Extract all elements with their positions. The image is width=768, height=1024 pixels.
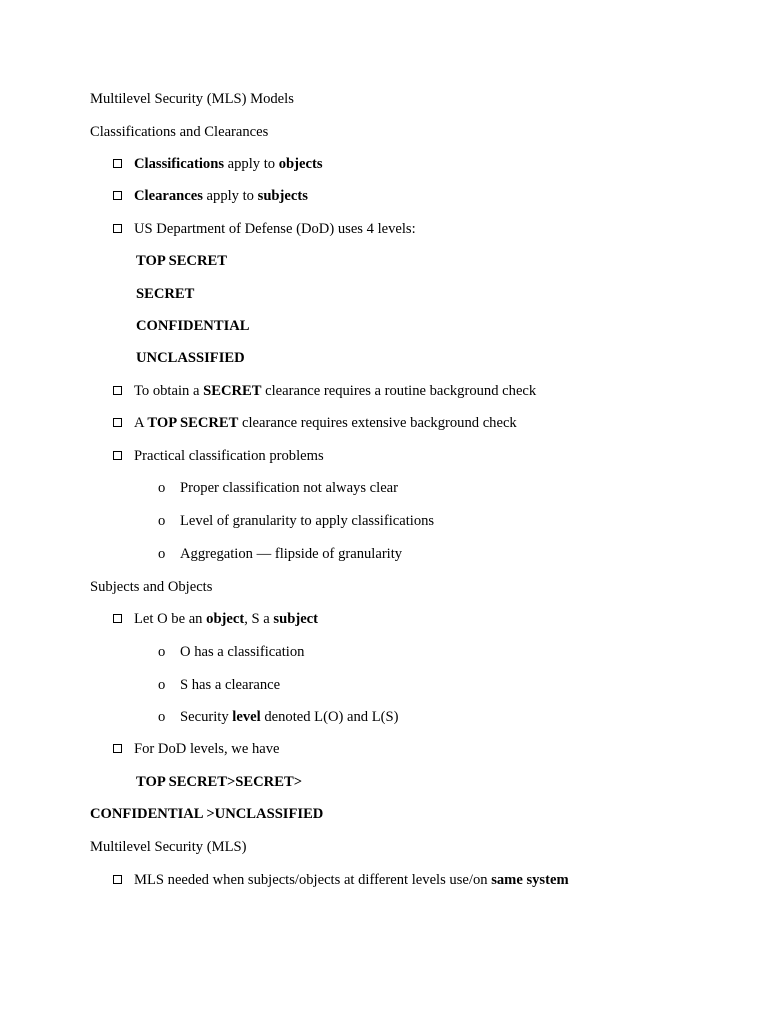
list-item: Let O be an object, S a subject	[113, 610, 318, 628]
checkbox-bullet-icon	[113, 614, 122, 623]
sub-list-item: o S has a clearance	[158, 677, 281, 693]
section-heading: Subjects and Objects	[90, 579, 213, 595]
checkbox-bullet-icon	[113, 191, 122, 200]
level-label: TOP SECRET	[136, 253, 227, 269]
list-item: MLS needed when subjects/objects at different levels use/on same system	[113, 871, 569, 889]
checkbox-bullet-icon	[113, 451, 122, 460]
sub-list-item: o Aggregation — flipside of granularity	[158, 546, 403, 562]
list-item: A TOP SECRET clearance requires extensive background check	[113, 414, 517, 432]
circle-bullet-icon: o	[158, 546, 166, 562]
order-line: TOP SECRET>SECRET>	[136, 774, 303, 790]
checkbox-bullet-icon	[113, 159, 122, 168]
level-label: UNCLASSIFIED	[136, 350, 245, 366]
section-heading: Multilevel Security (MLS) Models	[90, 91, 294, 107]
list-item: Practical classification problems	[113, 447, 324, 465]
level-label: CONFIDENTIAL	[136, 318, 250, 334]
section-heading: Multilevel Security (MLS)	[90, 839, 247, 855]
list-item: Classifications apply to objects	[113, 155, 323, 173]
circle-bullet-icon: o	[158, 677, 166, 693]
checkbox-bullet-icon	[113, 386, 122, 395]
sub-list-item: o Proper classification not always clear	[158, 480, 399, 496]
checkbox-bullet-icon	[113, 418, 122, 427]
checkbox-bullet-icon	[113, 744, 122, 753]
circle-bullet-icon: o	[158, 513, 166, 529]
sub-list-item: o Security level denoted L(O) and L(S)	[158, 709, 399, 725]
list-item: Clearances apply to subjects	[113, 187, 308, 205]
level-label: SECRET	[136, 286, 195, 302]
list-item: For DoD levels, we have	[113, 740, 280, 758]
sub-list-item: o O has a classification	[158, 644, 305, 660]
circle-bullet-icon: o	[158, 709, 166, 725]
circle-bullet-icon: o	[158, 480, 166, 496]
circle-bullet-icon: o	[158, 644, 166, 660]
checkbox-bullet-icon	[113, 875, 122, 884]
section-heading: Classifications and Clearances	[90, 124, 269, 140]
sub-list-item: o Level of granularity to apply classifications	[158, 513, 435, 529]
list-item: US Department of Defense (DoD) uses 4 levels:	[113, 220, 416, 238]
checkbox-bullet-icon	[113, 224, 122, 233]
list-item: To obtain a SECRET clearance requires a routine background check	[113, 382, 536, 400]
order-line: CONFIDENTIAL >UNCLASSIFIED	[90, 806, 324, 822]
